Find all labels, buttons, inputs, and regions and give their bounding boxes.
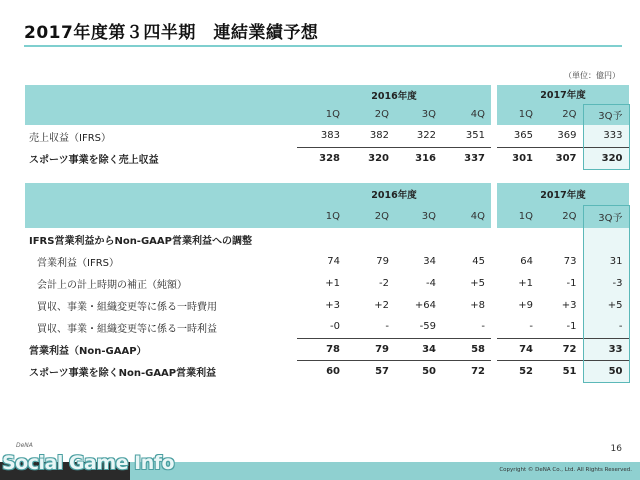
- cell: 74: [327, 255, 340, 267]
- header-blank: [25, 85, 297, 104]
- quarter-header: 4Q: [442, 104, 491, 125]
- quarter-header: 1Q: [497, 104, 539, 125]
- cell-forecast: +5: [583, 294, 629, 316]
- quarter-header-forecast: 3Q予: [583, 104, 629, 125]
- row-label: 会計上の計上時期の補正（純額）: [37, 279, 187, 291]
- cell: 307: [539, 147, 583, 169]
- quarter-header: 2Q: [346, 104, 395, 125]
- row-label: 売上収益（IFRS）: [29, 132, 111, 144]
- cell: 382: [369, 130, 389, 142]
- page-number: 16: [610, 444, 622, 454]
- year-2017-header: 2017年度: [497, 85, 629, 104]
- unit-label: （単位：億円）: [564, 71, 620, 80]
- cell: +8: [470, 299, 485, 311]
- cell: 328: [297, 147, 346, 169]
- quarter-header: 3Q: [395, 104, 442, 125]
- cell-forecast: 31: [583, 250, 629, 272]
- quarter-header: 2Q: [539, 205, 583, 228]
- cell: -0: [330, 321, 340, 333]
- cell: -: [529, 321, 533, 333]
- cell: -2: [379, 277, 389, 289]
- cell: 369: [557, 130, 577, 142]
- operating-income-table: [25, 183, 630, 383]
- quarter-header: 1Q: [297, 104, 346, 125]
- watermark-logo-small: DeNA: [16, 442, 33, 449]
- title-underline: [24, 45, 622, 47]
- cell: 72: [539, 338, 583, 360]
- cell-forecast: 33: [583, 338, 629, 360]
- cell-forecast: 50: [583, 360, 629, 382]
- cell: 365: [513, 130, 533, 142]
- cell: +5: [470, 277, 485, 289]
- cell: -4: [426, 277, 436, 289]
- cell: -: [385, 321, 389, 333]
- cell: 72: [442, 360, 491, 382]
- cell: 73: [563, 255, 577, 267]
- cell: 322: [416, 130, 436, 142]
- cell: 78: [297, 338, 346, 360]
- cell: +1: [518, 277, 533, 289]
- quarter-header: 2Q: [539, 104, 583, 125]
- cell: -59: [419, 321, 436, 333]
- cell: 79: [376, 255, 389, 267]
- page-title: 2017年度第３四半期 連結業績予想: [24, 23, 319, 43]
- cell: 74: [497, 338, 539, 360]
- cell: 52: [497, 360, 539, 382]
- table-row: [25, 147, 629, 169]
- cell-forecast: 333: [583, 125, 629, 147]
- year-2016-header: 2016年度: [297, 85, 491, 104]
- table-row: [25, 250, 629, 272]
- row-label: スポーツ事業を除くNon-GAAP営業利益: [29, 367, 217, 379]
- row-label: 買収、事業・組織変更等に係る一時費用: [37, 301, 217, 313]
- cell: 57: [346, 360, 395, 382]
- cell: 58: [442, 338, 491, 360]
- row-label: スポーツ事業を除く売上収益: [29, 154, 159, 166]
- cell-forecast: 320: [583, 147, 629, 169]
- cell: 60: [297, 360, 346, 382]
- quarter-header-forecast: 3Q予: [583, 205, 629, 228]
- section-label: IFRS営業利益からNon-GAAP営業利益への調整: [29, 235, 252, 247]
- cell: 50: [395, 360, 442, 382]
- table-row: [25, 360, 629, 382]
- revenue-table: [25, 85, 630, 170]
- table-row: [25, 272, 629, 294]
- cell: -1: [566, 321, 577, 333]
- row-label: 営業利益（IFRS）: [37, 257, 119, 269]
- cell-forecast: -: [583, 316, 629, 338]
- cell: 337: [442, 147, 491, 169]
- cell: 64: [520, 255, 533, 267]
- cell: -1: [566, 277, 577, 289]
- cell: 351: [465, 130, 485, 142]
- row-label: 営業利益（Non-GAAP）: [29, 345, 147, 357]
- cell-forecast: -3: [583, 272, 629, 294]
- cell: +2: [374, 299, 389, 311]
- cell: +1: [325, 277, 340, 289]
- cell: 45: [472, 255, 485, 267]
- year-2017-header: 2017年度: [497, 183, 629, 205]
- table-row: [25, 294, 629, 316]
- cell: 51: [539, 360, 583, 382]
- cell: 79: [346, 338, 395, 360]
- cell: 34: [423, 255, 436, 267]
- watermark-logo: Social Game Info: [2, 452, 175, 474]
- cell: -: [481, 321, 485, 333]
- cell: 316: [395, 147, 442, 169]
- quarter-header: 1Q: [297, 205, 346, 228]
- table-row: [25, 338, 629, 360]
- quarter-header: 3Q: [395, 205, 442, 228]
- table-row: [25, 316, 629, 338]
- cell: +3: [561, 299, 577, 311]
- copyright: Copyright © DeNA Co., Ltd. All Rights Reserved.: [499, 467, 632, 473]
- cell: +64: [414, 299, 436, 311]
- cell: 383: [320, 130, 340, 142]
- quarter-header: 1Q: [497, 205, 539, 228]
- cell: 301: [497, 147, 539, 169]
- table-row: [25, 125, 629, 147]
- section-row: [25, 228, 629, 250]
- quarter-header: 4Q: [442, 205, 491, 228]
- cell: +3: [325, 299, 340, 311]
- quarter-header: 2Q: [346, 205, 395, 228]
- cell: +9: [518, 299, 533, 311]
- year-2016-header: 2016年度: [297, 183, 491, 205]
- cell: 34: [395, 338, 442, 360]
- row-label: 買収、事業・組織変更等に係る一時利益: [37, 323, 217, 335]
- cell: 320: [346, 147, 395, 169]
